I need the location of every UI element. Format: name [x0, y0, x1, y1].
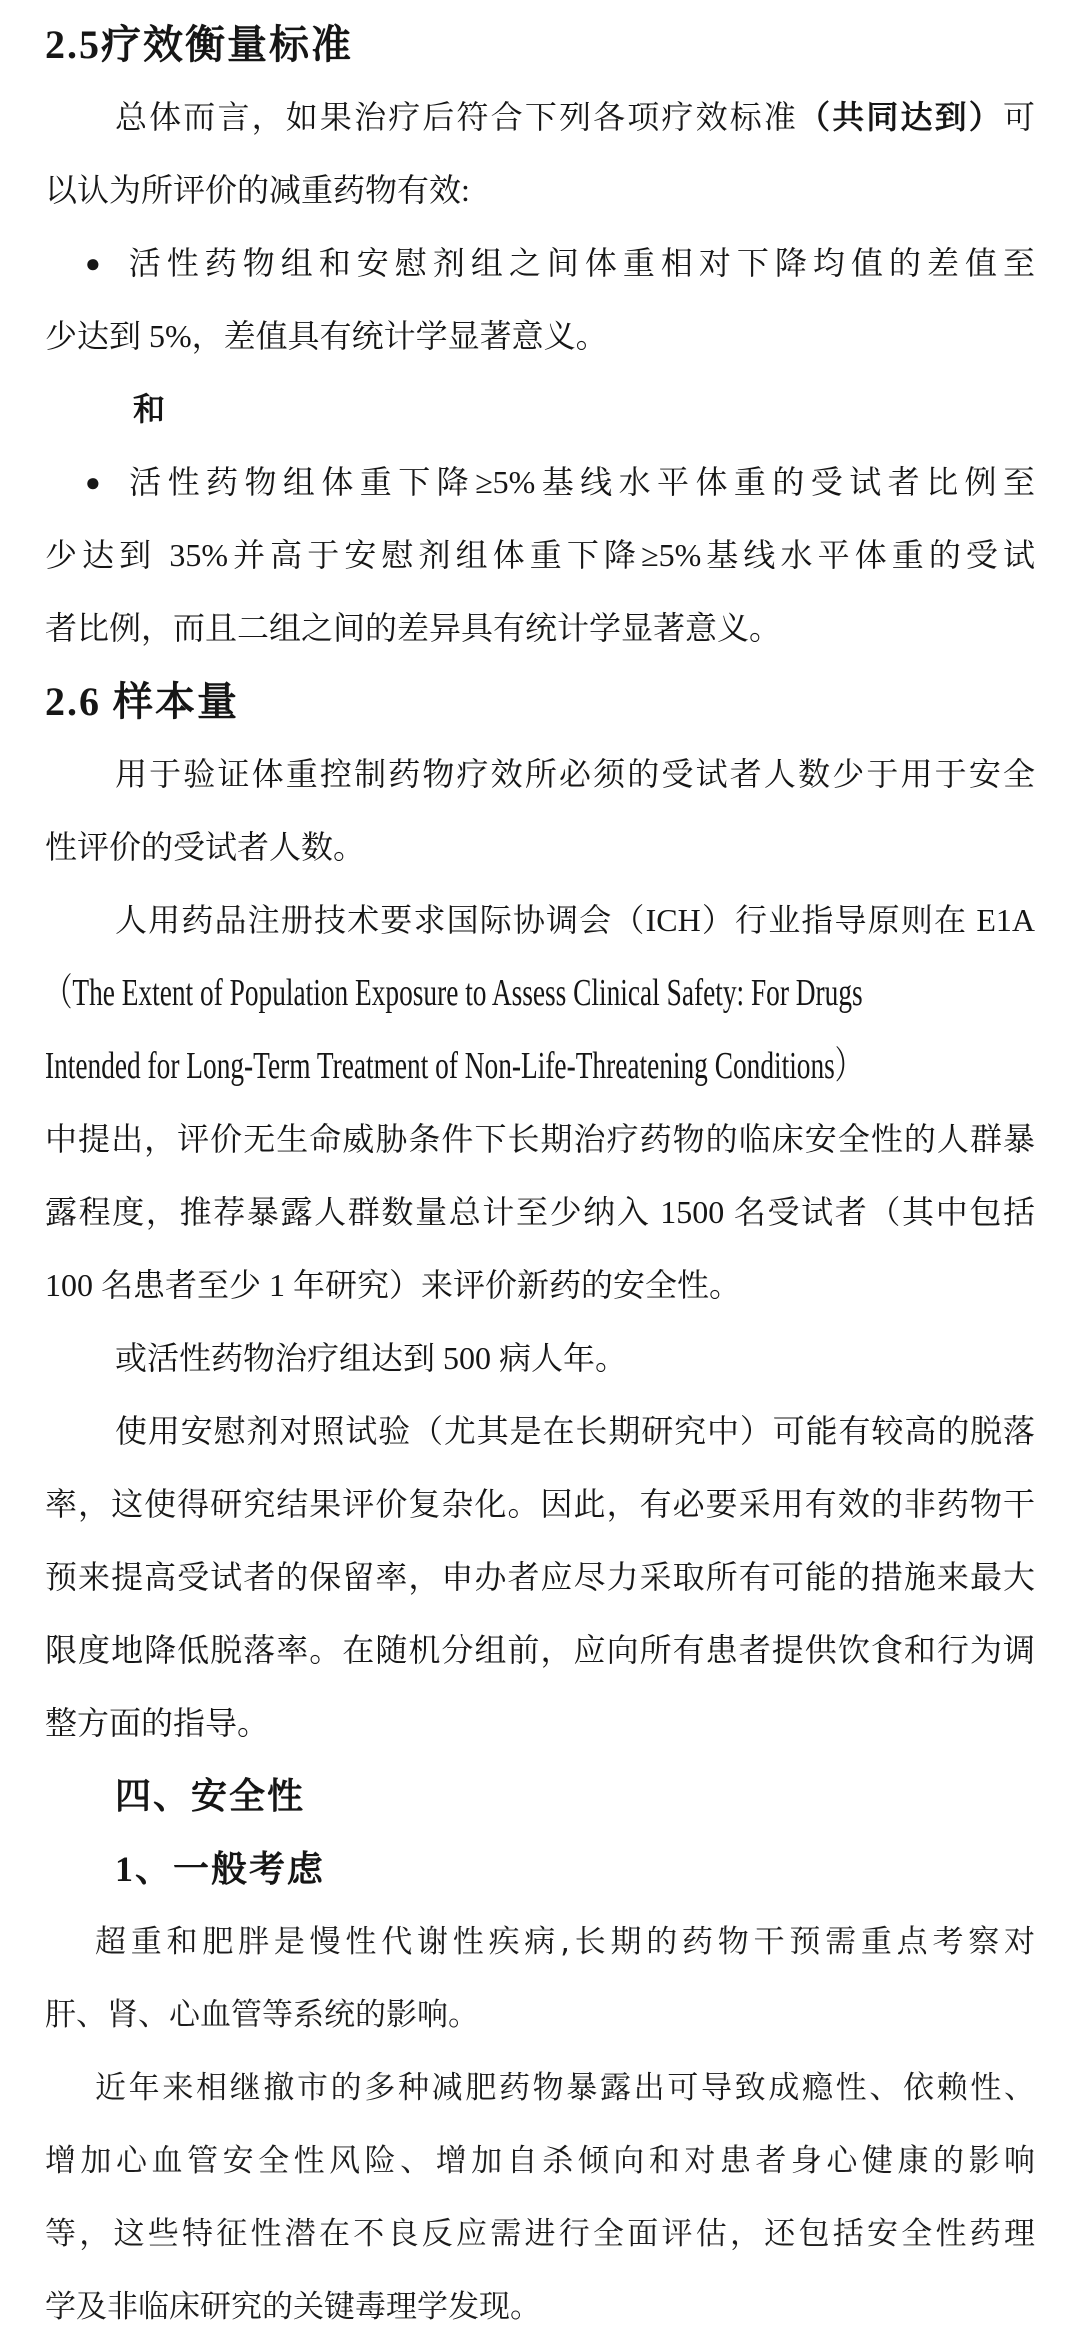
- heading-line: [45, 8, 1035, 81]
- bullet-icon: ●: [85, 468, 101, 497]
- text-segment: （The Extent of Population Exposure to Assess Clinical Safety: For Drugs: [45, 972, 863, 1014]
- text-segment: 性评价的受试者人数。: [45, 829, 366, 865]
- heading-line: [45, 665, 1035, 738]
- text-line: [45, 1103, 1035, 1176]
- text-segment: 可: [1002, 99, 1035, 135]
- text-line: [45, 1541, 1035, 1614]
- bullet-line: [45, 227, 1035, 300]
- text-segment: 100 名患者至少 1 年研究）来评价新药的安全性。: [45, 1267, 742, 1303]
- text-line: [45, 2052, 1035, 2125]
- text-line: [45, 957, 863, 1030]
- text-line: [45, 2271, 1035, 2344]
- text-line: [45, 738, 1035, 811]
- text-line: [45, 1030, 863, 1103]
- text-line: [45, 81, 1035, 154]
- text-line: [45, 592, 1035, 665]
- text-line: [45, 884, 1035, 957]
- text-line: [45, 1687, 1035, 1760]
- text-line: [45, 2125, 1035, 2198]
- text-segment: 使用安慰剂对照试验（尤其是在长期研究中）可能有较高的脱落: [115, 1413, 1035, 1449]
- text-line: [45, 1979, 1035, 2052]
- text-line: [45, 300, 1035, 373]
- text-segment: 中提出，评价无生命威胁条件下长期治疗药物的临床安全性的人群暴: [45, 1121, 1035, 1157]
- bold-text-segment: 1、一般考虑: [115, 1849, 326, 1889]
- heading-line: [45, 373, 1035, 446]
- text-segment: 用于验证体重控制药物疗效所必须的受试者人数少于用于安全: [115, 756, 1035, 792]
- text-segment: 以认为所评价的减重药物有效:: [45, 172, 470, 208]
- text-line: [45, 2198, 1035, 2271]
- text-segment: 者比例，而且二组之间的差异具有统计学显著意义。: [45, 610, 782, 646]
- text-line: [45, 1176, 1035, 1249]
- text-line: [45, 1906, 1035, 1979]
- text-segment: 活性药物组和安慰剂组之间体重相对下降均值的差值至: [122, 245, 1035, 281]
- text-segment: 活性药物组体重下降≥5%基线水平体重的受试者比例至: [122, 464, 1035, 500]
- text-line: [45, 1249, 1035, 1322]
- heading-line: [45, 1760, 1035, 1833]
- text-segment: 等，这些特征性潜在不良反应需进行全面评估，还包括安全性药理: [45, 2216, 1035, 2252]
- text-line: [45, 154, 1035, 227]
- text-segment: 或活性药物治疗组达到 500 病人年。: [115, 1340, 628, 1376]
- bold-text-segment: 2.5疗效衡量标准: [45, 22, 353, 67]
- bold-text-segment: （共同达到）: [798, 99, 1003, 135]
- text-segment: Intended for Long-Term Treatment of Non-Life-Threatening Conditions）: [45, 1045, 863, 1087]
- text-segment: 少达到 5%，差值具有统计学显著意义。: [45, 318, 608, 354]
- text-line: [45, 519, 1035, 592]
- text-segment: 限度地降低脱落率。在随机分组前，应向所有患者提供饮食和行为调: [45, 1632, 1035, 1668]
- text-segment: 肝、肾、心血管等系统的影响。: [45, 1997, 479, 2033]
- text-segment: 预来提高受试者的保留率，申办者应尽力采取所有可能的措施来最大: [45, 1559, 1035, 1595]
- text-segment: 增加心血管安全性风险、增加自杀倾向和对患者身心健康的影响: [45, 2143, 1035, 2179]
- text-segment: 总体而言，如果治疗后符合下列各项疗效标准: [115, 99, 799, 135]
- text-line: [45, 1468, 1035, 1541]
- text-line: [45, 1322, 1035, 1395]
- text-segment: 近年来相继撤市的多种减肥药物暴露出可导致成瘾性、依赖性、: [95, 2070, 1035, 2106]
- text-segment: 人用药品注册技术要求国际协调会（ICH）行业指导原则在 E1A: [115, 902, 1035, 938]
- bold-text-segment: 和: [133, 391, 166, 427]
- heading-line: [45, 1833, 1035, 1906]
- text-segment: 少达到 35%并高于安慰剂组体重下降≥5%基线水平体重的受试: [45, 537, 1035, 573]
- bullet-line: [45, 446, 1035, 519]
- text-line: [45, 1614, 1035, 1687]
- bold-text-segment: 四、安全性: [115, 1776, 306, 1816]
- text-line: [45, 811, 1035, 884]
- text-line: [45, 1395, 1035, 1468]
- text-segment: 学及非临床研究的关键毒理学发现。: [45, 2289, 541, 2325]
- text-segment: 露程度，推荐暴露人群数量总计至少纳入 1500 名受试者（其中包括: [45, 1194, 1035, 1230]
- text-segment: 整方面的指导。: [45, 1705, 270, 1741]
- text-segment: 超重和肥胖是慢性代谢性疾病,长期的药物干预需重点考察对: [95, 1924, 1035, 1960]
- text-segment: 率，这使得研究结果评价复杂化。因此，有必要采用有效的非药物干: [45, 1486, 1035, 1522]
- bullet-icon: ●: [85, 249, 101, 278]
- bold-text-segment: 2.6 样本量: [45, 679, 239, 724]
